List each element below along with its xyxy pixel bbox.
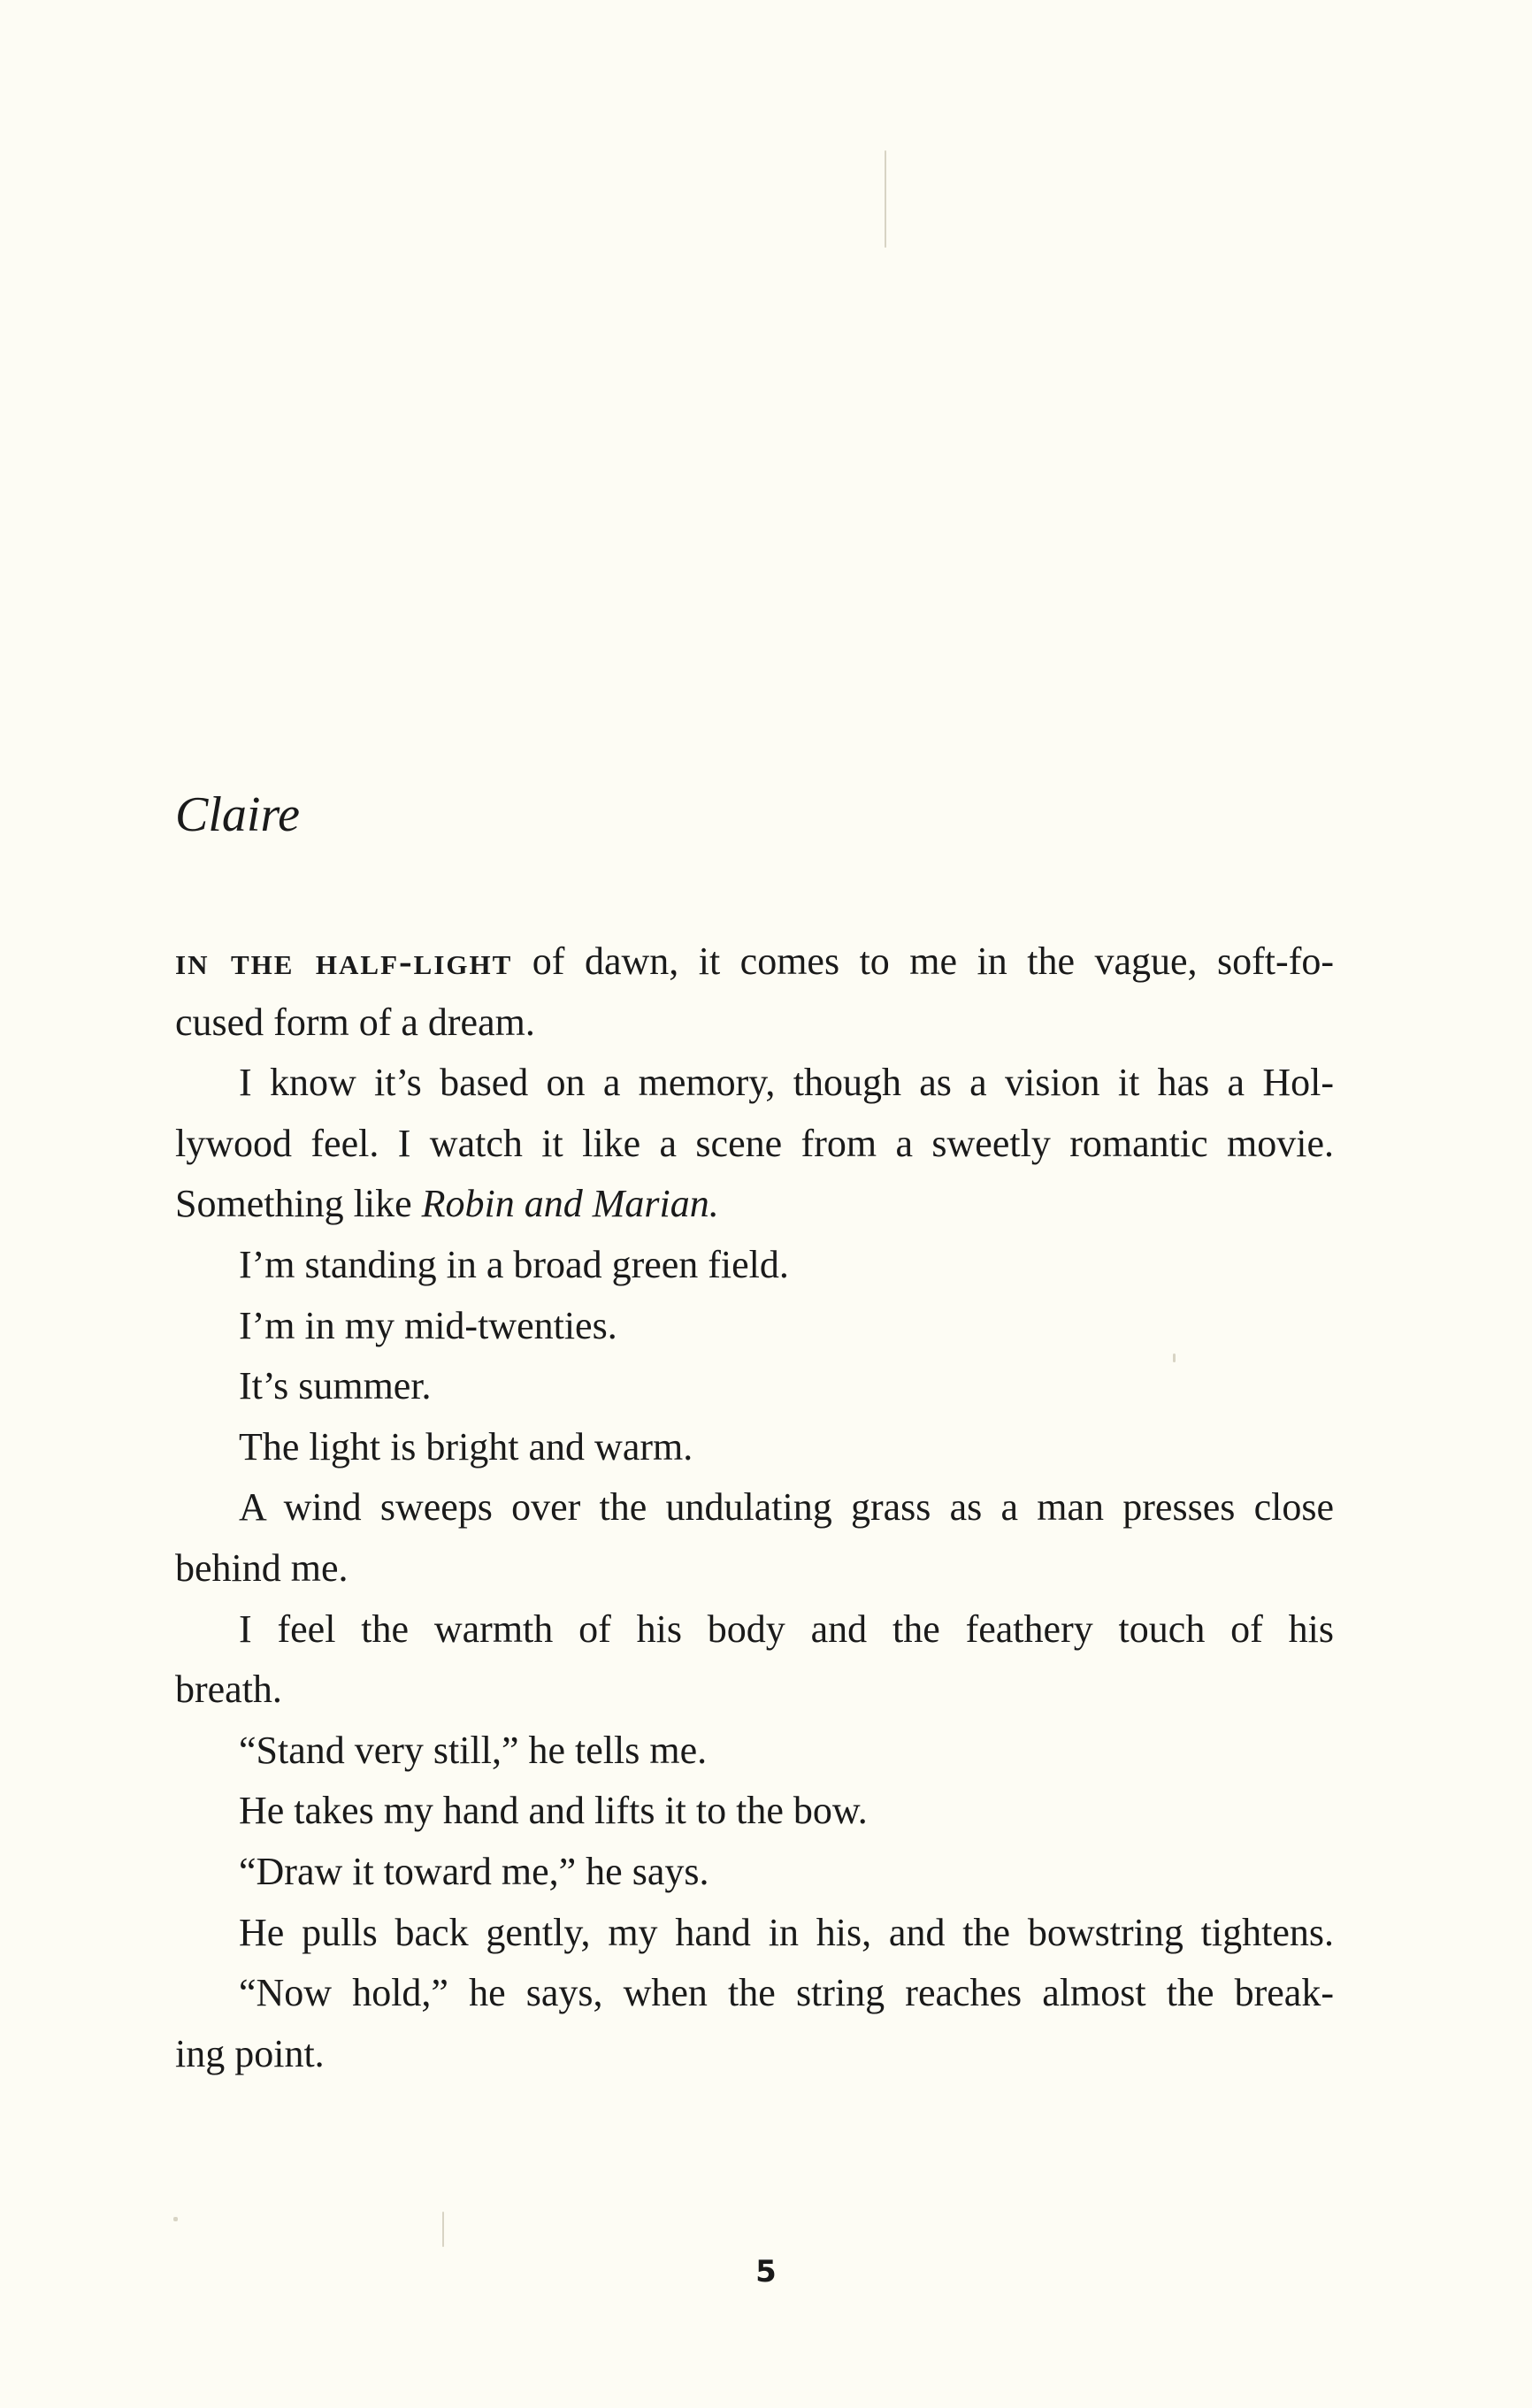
paragraph-5: It’s summer.	[239, 1364, 432, 1408]
chapter-title: Claire	[175, 787, 301, 842]
paragraph-2-line-1: I know it’s based on a memory, though as a vision it has a Hol-	[239, 1061, 1334, 1105]
paragraph-2-line-2: lywood feel. I watch it like a scene from a sweetly romantic movie.	[175, 1121, 1334, 1165]
scan-speck	[442, 2212, 444, 2247]
movie-title: Robin and Marian.	[421, 1182, 719, 1226]
paragraph-10: He takes my hand and lifts it to the bow.	[239, 1789, 868, 1833]
page-number: 5	[755, 2254, 777, 2289]
scan-speck	[173, 2217, 178, 2221]
paragraph-7-line-2: behind me.	[175, 1545, 349, 1590]
paragraph-13-line-2: ing point.	[175, 2031, 325, 2075]
paragraph-8-line-1: I feel the warmth of his body and the feathery touch of his	[239, 1607, 1334, 1651]
paragraph-12: He pulls back gently, my hand in his, and the bowstring tightens.	[239, 1910, 1334, 1954]
body-text	[175, 932, 1334, 2084]
paragraph-6: The light is bright and warm.	[239, 1424, 693, 1469]
paragraph-1-line-2: cused form of a dream.	[175, 1000, 535, 1044]
opening-small-caps: in the half-light	[175, 939, 513, 983]
paragraph-13-line-1: “Now hold,” he says, when the string reaches almost the break-	[239, 1971, 1334, 2015]
paragraph-2-text: Something like	[175, 1182, 422, 1226]
scan-speck	[885, 150, 886, 248]
paragraph-9: “Stand very still,” he tells me.	[239, 1728, 708, 1772]
paragraph-1-line-1	[175, 932, 1334, 993]
paragraph-3: I’m standing in a broad green field.	[239, 1242, 789, 1286]
paragraph-8-line-2: breath.	[175, 1668, 282, 1712]
paragraph-7-line-1: A wind sweeps over the undulating grass as a man presses close	[239, 1485, 1334, 1530]
paragraph-1-text: of dawn, it comes to me in the vague, soft-fo-	[512, 939, 1334, 983]
paragraph-4: I’m in my mid-twenties.	[239, 1303, 617, 1347]
paragraph-11: “Draw it toward me,” he says.	[239, 1849, 709, 1893]
scan-speck	[1173, 1354, 1176, 1362]
paragraph-2-line-3	[175, 1174, 1334, 1235]
